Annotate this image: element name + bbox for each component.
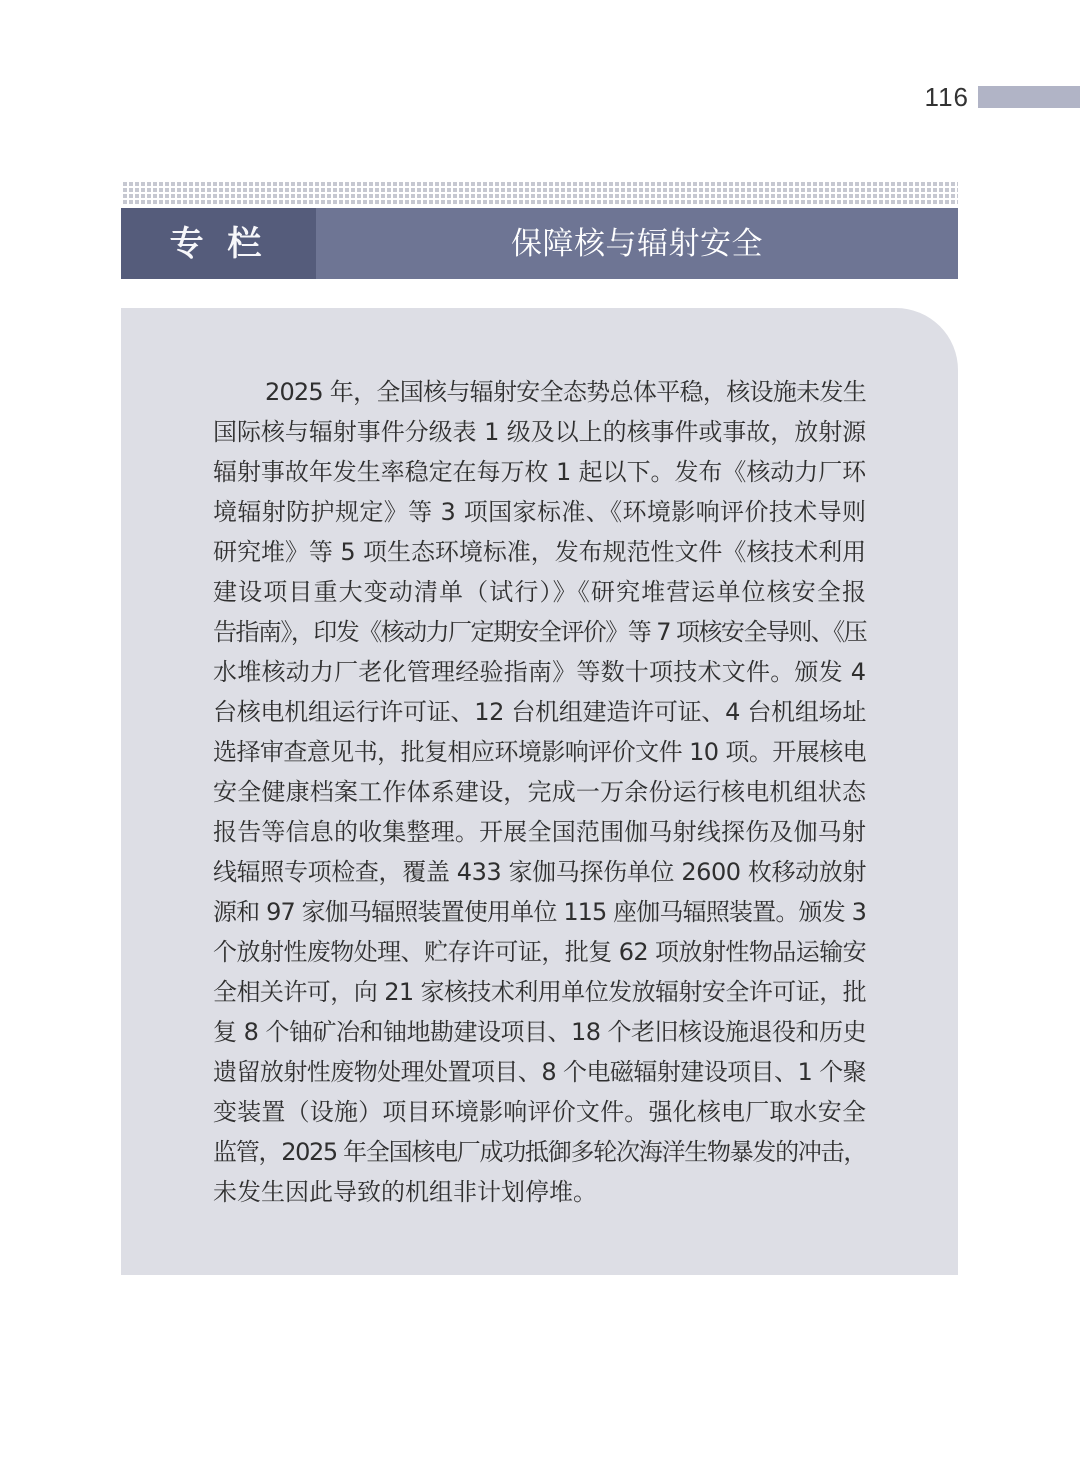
paragraph-line: 国际核与辐射事件分级表 1 级及以上的核事件或事故，放射源 xyxy=(213,418,866,446)
page-number-bar xyxy=(978,86,1080,108)
column-label-box xyxy=(121,208,316,279)
paragraph-line: 源和 97 家伽马辐照装置使用单位 115 座伽马辐照装置。颁发 3 xyxy=(213,898,866,926)
paragraph-line: 研究堆》等 5 项生态环境标准，发布规范性文件《核技术利用 xyxy=(213,538,866,566)
paragraph-line: 告指南》，印发《核动力厂定期安全评价》等 7 项核安全导则、《压 xyxy=(213,618,866,646)
paragraph-line: 线辐照专项检查，覆盖 433 家伽马探伤单位 2600 枚移动放射 xyxy=(213,858,866,886)
column-title: 保障核与辐射安全 xyxy=(511,225,763,262)
paragraph-line: 变装置（设施）项目环境影响评价文件。强化核电厂取水安全 xyxy=(213,1098,866,1126)
column-header xyxy=(121,208,958,279)
paragraph-line: 个放射性废物处理、贮存许可证，批复 62 项放射性物品运输安 xyxy=(213,938,866,966)
paragraph-line: 台核电机组运行许可证、12 台机组建造许可证、4 台机组场址 xyxy=(213,698,866,726)
paragraph-line: 未发生因此导致的机组非计划停堆。 xyxy=(213,1178,597,1206)
paragraph-line: 全相关许可，向 21 家核技术利用单位发放辐射安全许可证，批 xyxy=(213,978,866,1006)
page-number: 116 xyxy=(924,82,969,112)
body-paragraph xyxy=(213,372,866,1212)
paragraph-line: 遗留放射性废物处理处置项目、8 个电磁辐射建设项目、1 个聚 xyxy=(213,1058,866,1086)
paragraph-line: 辐射事故年发生率稳定在每万枚 1 起以下。发布《核动力厂环 xyxy=(213,458,866,486)
paragraph-line: 境辐射防护规定》等 3 项国家标准、《环境影响评价技术导则 xyxy=(213,498,866,526)
paragraph-line: 建设项目重大变动清单（试行）》《研究堆营运单位核安全报 xyxy=(213,578,866,606)
paragraph-line: 2025 年，全国核与辐射安全态势总体平稳，核设施未发生 xyxy=(265,378,866,406)
paragraph-line: 安全健康档案工作体系建设，完成一万余份运行核电机组状态 xyxy=(213,778,866,806)
paragraph-line: 监管，2025 年全国核电厂成功抵御多轮次海洋生物暴发的冲击， xyxy=(213,1138,866,1166)
decorative-dot-band xyxy=(121,180,958,206)
paragraph-line: 选择审查意见书，批复相应环境影响评价文件 10 项。开展核电 xyxy=(213,738,866,766)
paragraph-line: 水堆核动力厂老化管理经验指南》等数十项技术文件。颁发 4 xyxy=(213,658,866,686)
paragraph-line: 复 8 个铀矿冶和铀地勘建设项目、18 个老旧核设施退役和历史 xyxy=(213,1018,866,1046)
column-label: 专 栏 xyxy=(169,223,268,264)
paragraph-line: 报告等信息的收集整理。开展全国范围伽马射线探伤及伽马射 xyxy=(213,818,866,846)
column-title-box xyxy=(316,208,958,279)
